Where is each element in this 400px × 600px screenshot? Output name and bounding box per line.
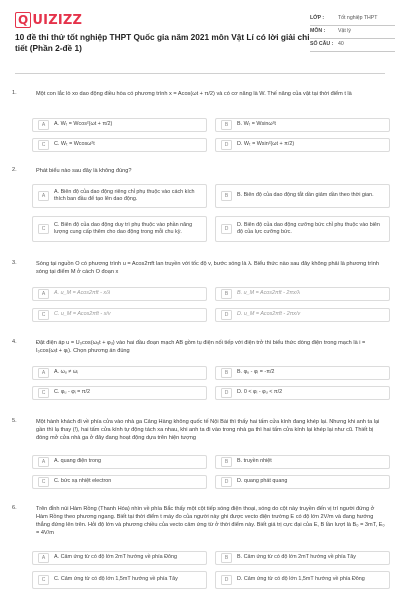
option-text: A. Wₜ = Wcos²(ωt + π/2) <box>54 121 113 128</box>
option-text: C. u_M = Acos2πft - x/v <box>54 311 111 318</box>
meta-row-question-count <box>310 39 395 52</box>
option-text: B. truyền nhiệt <box>237 458 272 465</box>
question-3 <box>12 260 390 332</box>
option-letter: C <box>38 388 49 398</box>
question-text: Một hành khách đi về phía cửa vào nhà ga Cảng Hàng không quốc tế Nội Bài thì thấy hai tấm cửa kính đang khép lại. Nhưng khi anh ta lại gần thì lạ thay (!), hai tấm cửa kính tự động tách xa nhau, khi anh ta đi vào trong nhà ga thì hai tấm cửa kính lại khép lại như cũ. Thiết bị đóng mở cửa nhà ga ở đây đang hoạt động dựa trên hiện tượng <box>36 419 380 441</box>
option-d[interactable] <box>215 475 390 489</box>
option-letter: B <box>221 368 232 378</box>
option-text: D. u_M = Acos2πft - 2πx/v <box>237 311 301 318</box>
option-letter: D <box>221 477 232 487</box>
meta-label: SỐ CÂU : <box>310 41 334 47</box>
question-number: 4. <box>12 339 17 345</box>
option-text: A. Biên độ của dao động riêng chỉ phụ thuộc vào cách kích thích ban đầu để tạo lên dao động. <box>54 188 195 202</box>
option-b[interactable] <box>215 455 390 469</box>
option-text: D. Biên độ của dao động cưỡng bức chỉ phụ thuộc vào biên độ của lực cưỡng bức. <box>237 221 380 235</box>
option-text: D. 0 < φᵢ - φᵤ < π/2 <box>237 389 283 396</box>
meta-row-class <box>310 13 395 26</box>
option-c[interactable] <box>32 138 207 152</box>
option-d[interactable] <box>215 216 390 242</box>
meta-value: Tốt nghiệp THPT <box>338 15 378 21</box>
question-1 <box>12 90 390 160</box>
option-text: B. Wₜ = Wsinω²t <box>237 121 276 128</box>
option-c[interactable] <box>32 386 207 400</box>
option-text: B. φᵤ - φᵢ = -π/2 <box>237 369 275 376</box>
quizizz-logo <box>15 12 82 28</box>
option-text: A. u_M = Acos2πft - x/λ <box>54 290 111 297</box>
question-number: 6. <box>12 505 17 511</box>
option-b[interactable] <box>215 287 390 301</box>
question-5 <box>12 418 390 498</box>
question-6 <box>12 505 390 600</box>
option-c[interactable] <box>32 475 207 489</box>
option-text: D. Wₜ = Wsin²(ωt + π/2) <box>237 141 295 148</box>
option-letter: B <box>221 457 232 467</box>
option-letter: D <box>221 140 232 150</box>
option-b[interactable] <box>215 551 390 565</box>
question-text: Trên đỉnh núi Hàm Rồng (Thanh Hóa) nhìn về phía Bắc thấy một cột tiếp sóng điện thoại, sóng do cột này truyền đến vị trí người đứng ở Hàm Rồng theo phương ngang. Biết tại thời điểm t máy đo của người này ghi được vecto điện trường E có độ lớn 2V/m và đang hướng thẳng đứng lên trên. Hỏi độ lớn và phương chiều của vecto cảm ứng từ ở thời điểm này. Biết giá trị cực đại của E, B lần lượt là B₀ = 3mT, E₀ = 4V/m <box>36 506 385 536</box>
option-letter: A <box>38 457 49 467</box>
option-letter: B <box>221 120 232 130</box>
option-letter: A <box>38 289 49 299</box>
option-letter: B <box>221 289 232 299</box>
option-c[interactable] <box>32 571 207 589</box>
option-letter: C <box>38 140 49 150</box>
meta-label: LỚP : <box>310 15 325 21</box>
option-text: D. Cảm ứng từ có độ lớn 1,5mT hướng về phía Đông <box>237 576 365 583</box>
option-a[interactable] <box>32 551 207 565</box>
option-c[interactable] <box>32 308 207 322</box>
option-letter: A <box>38 368 49 378</box>
option-a[interactable] <box>32 184 207 208</box>
question-number: 5. <box>12 418 17 424</box>
question-4 <box>12 339 390 409</box>
logo-letter: Q <box>15 12 31 28</box>
question-text: Một con lắc lò xo dao động điều hòa có phương trình x = Acos(ωt + π/2) và có cơ năng là W. Thế năng của vật tại thời điểm t là <box>36 91 352 97</box>
document-title: 10 đề thi thử tốt nghiệp THPT Quốc gia năm 2021 môn Vật Lí có lời giải chi tiết (Phần 2-đề 1) <box>15 32 310 53</box>
meta-table <box>310 13 395 52</box>
option-a[interactable] <box>32 366 207 380</box>
option-text: C. Cảm ứng từ có độ lớn 1,5mT hướng về phía Tây <box>54 576 178 583</box>
question-number: 1. <box>12 90 17 96</box>
question-number: 2. <box>12 167 17 173</box>
option-letter: D <box>221 310 232 320</box>
option-letter: A <box>38 191 49 201</box>
option-letter: D <box>221 224 232 234</box>
option-text: C. Wₜ = Wcosω²t <box>54 141 95 148</box>
option-letter: C <box>38 575 49 585</box>
question-text: Đặt điện áp u = U₀cos(ωᵤt + φᵤ) vào hai đầu đoạn mạch AB gồm tụ điện nối tiếp với điện trở thì biểu thức dòng điện trong mạch là i = I₀cos(ωᵢt + φᵢ). Chọn phương án đúng <box>36 340 366 354</box>
question-number: 3. <box>12 260 17 266</box>
question-2 <box>12 167 390 247</box>
option-letter: D <box>221 388 232 398</box>
option-letter: B <box>221 191 232 201</box>
option-letter: C <box>38 224 49 234</box>
question-text: Phát biểu nào sau đây là không đúng? <box>36 168 132 174</box>
option-d[interactable] <box>215 138 390 152</box>
option-text: D. quang phát quang <box>237 478 288 485</box>
option-letter: C <box>38 310 49 320</box>
option-a[interactable] <box>32 455 207 469</box>
option-text: B. Cảm ứng từ có độ lớn 2mT hướng về phía Tây <box>237 554 356 561</box>
option-b[interactable] <box>215 366 390 380</box>
option-c[interactable] <box>32 216 207 242</box>
meta-row-subject <box>310 26 395 39</box>
option-a[interactable] <box>32 287 207 301</box>
option-d[interactable] <box>215 571 390 589</box>
option-b[interactable] <box>215 118 390 132</box>
option-a[interactable] <box>32 118 207 132</box>
option-d[interactable] <box>215 386 390 400</box>
option-letter: D <box>221 575 232 585</box>
meta-value: 40 <box>338 41 344 47</box>
option-text: C. φᵤ - φᵢ = π/2 <box>54 389 90 396</box>
header-divider <box>15 73 385 74</box>
option-letter: A <box>38 120 49 130</box>
logo-text: UIZIZZ <box>32 13 83 28</box>
option-letter: A <box>38 553 49 563</box>
option-b[interactable] <box>215 184 390 208</box>
option-text: A. Cảm ứng từ có độ lớn 2mT hướng về phía Đông <box>54 554 177 561</box>
option-text: B. u_M = Acos2πft - 2πx/λ <box>237 290 300 297</box>
meta-value: Vật lý <box>338 28 351 34</box>
option-text: A. quang điện trong <box>54 458 102 465</box>
meta-label: MÔN : <box>310 28 326 34</box>
option-letter: B <box>221 553 232 563</box>
question-text: Sóng tại nguồn O có phương trình u = Acos2πft lan truyền với tốc độ v, bước sóng là λ. Biểu thức nào sau đây không phải là phương trình sóng tại điểm M ở cách O đoạn x <box>36 261 379 275</box>
option-d[interactable] <box>215 308 390 322</box>
option-text: C. Biên độ của dao động duy trì phụ thuộc vào phần năng lượng cung cấp thêm cho dao động trong mỗi chu kỳ. <box>54 221 193 235</box>
option-text: B. Biên độ của dao động tắt dần giảm dần theo thời gian. <box>237 192 374 199</box>
option-text: A. ωᵤ ≠ ωᵢ <box>54 369 78 376</box>
option-text: C. bức xạ nhiệt electron <box>54 478 112 485</box>
option-letter: C <box>38 477 49 487</box>
